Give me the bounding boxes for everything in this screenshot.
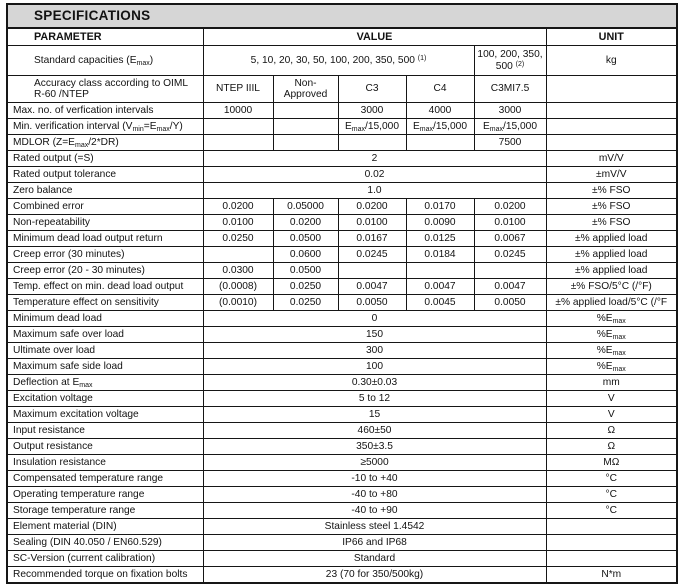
unit-cell: °C: [546, 471, 677, 487]
parameter-cell: Input resistance: [7, 423, 203, 439]
unit-cell: [546, 119, 677, 135]
parameter-cell: SC-Version (current calibration): [7, 551, 203, 567]
table-row: [7, 519, 677, 535]
col-header-parameter: PARAMETER: [7, 28, 203, 46]
unit-cell: [546, 551, 677, 567]
table-row: [7, 183, 677, 199]
value-cell: 350±3.5: [203, 439, 546, 455]
unit-cell: ±% applied load/5°C (/°F: [546, 295, 677, 311]
table-row: [7, 247, 677, 263]
value-cell: -10 to +40: [203, 471, 546, 487]
unit-cell: V: [546, 391, 677, 407]
table-row: [7, 391, 677, 407]
value-cell: 0.0045: [406, 295, 474, 311]
parameter-cell: Temperature effect on sensitivity: [7, 295, 203, 311]
value-cell: $E_{max}/15,000$: [406, 119, 474, 135]
parameter-cell: Maximum excitation voltage: [7, 407, 203, 423]
value-cell: [406, 263, 474, 279]
value-cell: 0.0245: [474, 247, 546, 263]
unit-cell: N*m: [546, 567, 677, 584]
value-cell: [406, 135, 474, 151]
value-cell: NTEP IIIL: [203, 76, 273, 103]
unit-cell: mm: [546, 375, 677, 391]
value-cell: 0.0050: [474, 295, 546, 311]
unit-cell: ±% applied load: [546, 247, 677, 263]
value-cell: 0.0500: [273, 263, 338, 279]
table-row: [7, 503, 677, 519]
value-cell: 0.0300: [203, 263, 273, 279]
parameter-cell: Excitation voltage: [7, 391, 203, 407]
parameter-cell: Creep error (20 - 30 minutes): [7, 263, 203, 279]
value-cell: [338, 263, 406, 279]
parameter-cell: Non-repeatability: [7, 215, 203, 231]
parameter-cell: Zero balance: [7, 183, 203, 199]
table-row: [7, 167, 677, 183]
parameter-cell: Maximum safe over load: [7, 327, 203, 343]
parameter-cell: Operating temperature range: [7, 487, 203, 503]
unit-cell: ±% FSO/5°C (/°F): [546, 279, 677, 295]
parameter-cell: Min. verification interval $(V_{min}=E_{max}/Y)$: [7, 119, 203, 135]
unit-cell: ±% FSO: [546, 215, 677, 231]
value-cell: 0.0200: [273, 215, 338, 231]
table-row: [7, 407, 677, 423]
value-cell: 0.0600: [273, 247, 338, 263]
value-cell: 1.0: [203, 183, 546, 199]
value-cell: 0.0047: [338, 279, 406, 295]
value-cell: 0.0100: [203, 215, 273, 231]
table-row: [7, 551, 677, 567]
value-cell: 0.0090: [406, 215, 474, 231]
value-cell: 3000: [338, 103, 406, 119]
parameter-cell: Creep error (30 minutes): [7, 247, 203, 263]
unit-cell: Ω: [546, 423, 677, 439]
parameter-cell: Standard capacities $(E_{max})$: [7, 46, 203, 76]
value-cell: 3000: [474, 103, 546, 119]
table-row: [7, 76, 677, 103]
value-cell: 0.0100: [338, 215, 406, 231]
value-cell: 460±50: [203, 423, 546, 439]
parameter-cell: Max. no. of verfication intervals: [7, 103, 203, 119]
table-row: [7, 487, 677, 503]
value-cell: 5 to 12: [203, 391, 546, 407]
unit-cell: $\%E_{max}$: [546, 311, 677, 327]
table-row: [7, 471, 677, 487]
unit-cell: [546, 519, 677, 535]
value-cell: 0: [203, 311, 546, 327]
value-cell: 0.0245: [338, 247, 406, 263]
parameter-cell: Ultimate over load: [7, 343, 203, 359]
table-body: [7, 46, 677, 584]
table-row: [7, 327, 677, 343]
parameter-cell: Temp. effect on min. dead load output: [7, 279, 203, 295]
value-cell: 0.0170: [406, 199, 474, 215]
table-row: [7, 343, 677, 359]
unit-cell: [546, 103, 677, 119]
parameter-cell: Minimum dead load: [7, 311, 203, 327]
value-cell: C3: [338, 76, 406, 103]
table-row: [7, 439, 677, 455]
value-cell: 0.0067: [474, 231, 546, 247]
unit-cell: ±% FSO: [546, 199, 677, 215]
value-cell: 0.0500: [273, 231, 338, 247]
parameter-cell: MDLOR $(Z=E_{max}/2*DR)$: [7, 135, 203, 151]
value-cell: [203, 135, 273, 151]
value-cell: [273, 119, 338, 135]
parameter-cell: Compensated temperature range: [7, 471, 203, 487]
table-row: [7, 135, 677, 151]
value-cell: 0.0250: [273, 279, 338, 295]
value-cell: 0.0184: [406, 247, 474, 263]
col-header-unit: UNIT: [546, 28, 677, 46]
parameter-cell: Storage temperature range: [7, 503, 203, 519]
table-row: [7, 311, 677, 327]
value-cell: [273, 103, 338, 119]
unit-cell: ±% applied load: [546, 231, 677, 247]
value-cell: C4: [406, 76, 474, 103]
parameter-cell: Sealing (DIN 40.050 / EN60.529): [7, 535, 203, 551]
unit-cell: °C: [546, 487, 677, 503]
value-cell: 2: [203, 151, 546, 167]
value-cell: 0.0250: [273, 295, 338, 311]
value-cell: 0.0200: [203, 199, 273, 215]
value-cell: (0.0008): [203, 279, 273, 295]
parameter-cell: Deflection at $E_{max}$: [7, 375, 203, 391]
table-row: [7, 46, 677, 76]
value-cell: 0.0100: [474, 215, 546, 231]
unit-cell: ±% applied load: [546, 263, 677, 279]
parameter-cell: Rated output (=S): [7, 151, 203, 167]
unit-cell: ±mV/V: [546, 167, 677, 183]
value-cell: (0.0010): [203, 295, 273, 311]
parameter-cell: Insulation resistance: [7, 455, 203, 471]
value-cell: -40 to +90: [203, 503, 546, 519]
table-row: [7, 295, 677, 311]
value-cell: 0.0047: [474, 279, 546, 295]
table-row: [7, 423, 677, 439]
unit-cell: Ω: [546, 439, 677, 455]
value-cell: 10000: [203, 103, 273, 119]
value-cell: C3MI7.5: [474, 76, 546, 103]
value-cell: 15: [203, 407, 546, 423]
value-cell: Stainless steel 1.4542: [203, 519, 546, 535]
value-cell: 4000: [406, 103, 474, 119]
table-title-row: [7, 4, 677, 28]
value-cell: $E_{max}/15,000$: [474, 119, 546, 135]
parameter-cell: Element material (DIN): [7, 519, 203, 535]
value-cell: [273, 135, 338, 151]
table-row: [7, 375, 677, 391]
value-cell: 0.0047: [406, 279, 474, 295]
table-row: [7, 231, 677, 247]
unit-cell: MΩ: [546, 455, 677, 471]
value-cell: 0.0125: [406, 231, 474, 247]
value-cell: 0.0050: [338, 295, 406, 311]
unit-cell: $\%E_{max}$: [546, 343, 677, 359]
value-cell: IP66 and IP68: [203, 535, 546, 551]
unit-cell: mV/V: [546, 151, 677, 167]
parameter-cell: Output resistance: [7, 439, 203, 455]
table-row: [7, 263, 677, 279]
unit-cell: kg: [546, 46, 677, 76]
value-cell: [203, 119, 273, 135]
unit-cell: [546, 535, 677, 551]
unit-cell: ±% FSO: [546, 183, 677, 199]
table-row: [7, 359, 677, 375]
parameter-cell: Minimum dead load output return: [7, 231, 203, 247]
value-cell: [203, 247, 273, 263]
value-cell: 7500: [474, 135, 546, 151]
parameter-cell: Accuracy class according to OIML R-60 /NTEP: [7, 76, 203, 103]
col-header-value: VALUE: [203, 28, 546, 46]
table-row: [7, 567, 677, 584]
table-row: [7, 151, 677, 167]
parameter-cell: Rated output tolerance: [7, 167, 203, 183]
value-cell: 300: [203, 343, 546, 359]
unit-cell: $\%E_{max}$: [546, 359, 677, 375]
specifications-table: [6, 3, 678, 584]
table-header-row: [7, 28, 677, 46]
table-row: [7, 535, 677, 551]
value-cell: 0.05000: [273, 199, 338, 215]
value-cell: [338, 135, 406, 151]
value-cell: 0.0250: [203, 231, 273, 247]
unit-cell: $\%E_{max}$: [546, 327, 677, 343]
parameter-cell: Combined error: [7, 199, 203, 215]
parameter-cell: Recommended torque on fixation bolts: [7, 567, 203, 584]
table-row: [7, 215, 677, 231]
value-cell: 100: [203, 359, 546, 375]
value-cell: 5, 10, 20, 30, 50, 100, 200, 350, 500 $^{(1)}$: [203, 46, 474, 76]
value-cell: 100, 200, 350, 500 $^{(2)}$: [474, 46, 546, 76]
value-cell: 150: [203, 327, 546, 343]
parameter-cell: Maximum safe side load: [7, 359, 203, 375]
value-cell: ≥5000: [203, 455, 546, 471]
value-cell: 0.0167: [338, 231, 406, 247]
table-row: [7, 455, 677, 471]
value-cell: 23 (70 for 350/500kg): [203, 567, 546, 584]
value-cell: 0.0200: [474, 199, 546, 215]
table-row: [7, 199, 677, 215]
unit-cell: [546, 135, 677, 151]
value-cell: 0.02: [203, 167, 546, 183]
table-row: [7, 279, 677, 295]
value-cell: -40 to +80: [203, 487, 546, 503]
unit-cell: V: [546, 407, 677, 423]
unit-cell: °C: [546, 503, 677, 519]
value-cell: $E_{max}/15,000$: [338, 119, 406, 135]
unit-cell: [546, 76, 677, 103]
value-cell: 0.30±0.03: [203, 375, 546, 391]
value-cell: 0.0200: [338, 199, 406, 215]
table-title: SPECIFICATIONS: [7, 4, 677, 28]
value-cell: [474, 263, 546, 279]
value-cell: Non-Approved: [273, 76, 338, 103]
table-row: [7, 103, 677, 119]
value-cell: Standard: [203, 551, 546, 567]
table-row: [7, 119, 677, 135]
